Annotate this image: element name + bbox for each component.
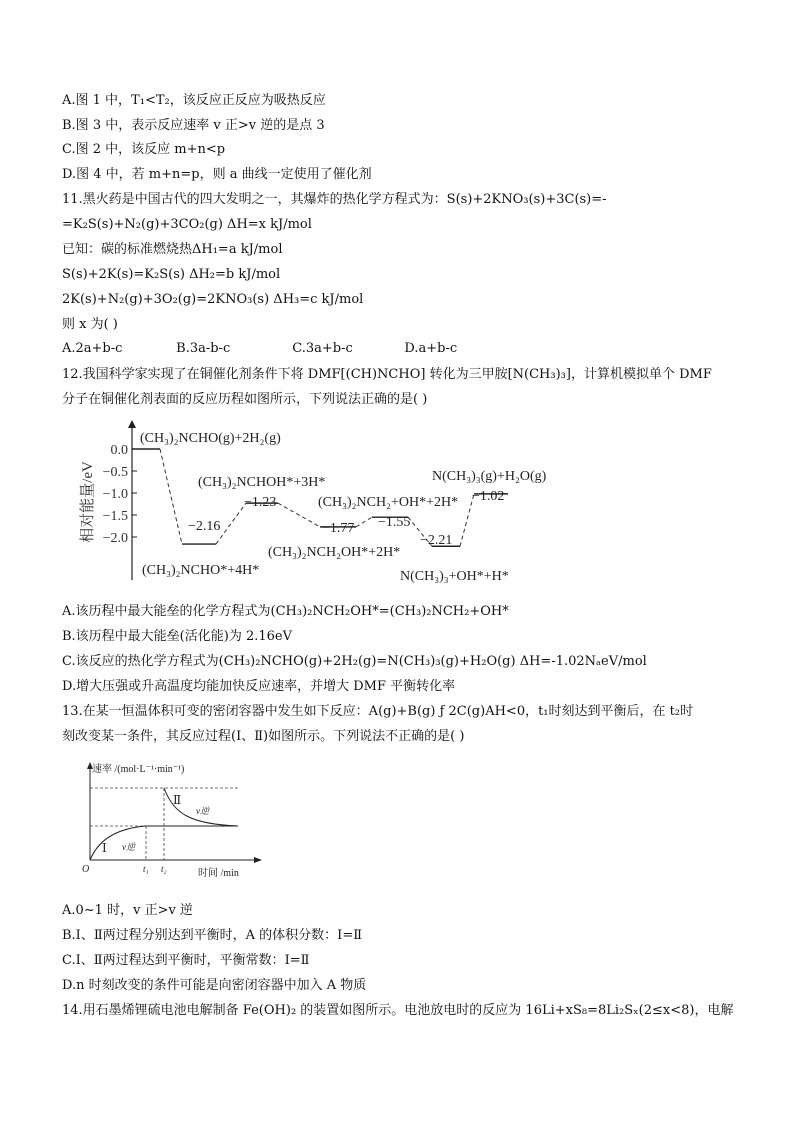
energy-species-label: (CH₃)₂NCHOH*+3H*	[198, 475, 326, 490]
q11-option-b: B.3a-b-c	[176, 341, 231, 356]
energy-connector	[160, 449, 182, 544]
energy-y-axis-label: 相对能量/eV	[80, 461, 96, 543]
rate-x-axis-arrow	[254, 857, 262, 863]
rate-origin-label: O	[82, 864, 90, 875]
q12-option-d: D.增大压强或升高温度均能加快反应速率，并增大 DMF 平衡转化率	[62, 679, 456, 694]
energy-species-label: N(CH₃)₃+OH*+H*	[400, 569, 509, 584]
energy-species-label: (CH₃)₂NCH₂OH*+2H*	[268, 545, 401, 560]
q13-option-a: A.0~1 时，v 正>v 逆	[62, 903, 193, 918]
q13-stem-line2: 刻改变某一条件，其反应过程(Ⅰ、Ⅱ)如图所示。下列说法不正确的是( )	[62, 729, 465, 744]
energy-connector	[278, 503, 320, 527]
q10-option-b: B.图 3 中，表示反应速率 v 正>v 逆的是点 3	[62, 118, 325, 133]
q11-stem-line1: 11.黑火药是中国古代的四大发明之一，其爆炸的热化学方程式为：S(s)+2KNO₃(s)+3C(s)=-	[62, 192, 607, 207]
q13-option-d: D.n 时刻改变的条件可能是向密闭容器中加入 A 物质	[62, 978, 367, 993]
q11-question: 则 x 为( )	[62, 317, 118, 332]
energy-y-axis-arrow	[128, 420, 136, 428]
energy-y-tick-label: 0.0	[110, 443, 128, 458]
q14-stem-line1: 14.用石墨烯锂硫电池电解制备 Fe(OH)₂ 的装置如图所示。电池放电时的反应为 16Li+xS₈=8Li₂Sₓ(2≤x<8)，电解	[62, 1003, 734, 1018]
energy-y-tick-label: −1.5	[102, 509, 128, 524]
rate-y-axis-label: 速率 /(mol·L⁻¹·min⁻¹)	[92, 764, 185, 775]
energy-value-label: −2.21	[420, 533, 453, 548]
energy-species-label: N(CH₃)₃(g)+H₂O(g)	[432, 469, 547, 484]
q13-option-c: C.Ⅰ、Ⅱ两过程达到平衡时，平衡常数：Ⅰ=Ⅱ	[62, 953, 310, 968]
rate-series-label-1: v逆	[122, 842, 135, 852]
rate-x-tick-t2: t₂	[161, 864, 167, 874]
energy-value-label: −2.16	[188, 519, 221, 534]
rate-time-chart	[78, 760, 268, 882]
q12-option-b: B.该历程中最大能垒(活化能)为 2.16eV	[62, 629, 292, 644]
energy-value-label: −1.02	[472, 489, 505, 504]
rate-x-tick-t1: t₁	[143, 864, 149, 874]
q11-option-c: C.3a+b-c	[292, 341, 353, 356]
q11-known-2: S(s)+2K(s)=K₂S(s) ΔH₂=b kJ/mol	[62, 267, 281, 282]
q10-option-d: D.图 4 中，若 m+n=p，则 a 曲线一定使用了催化剂	[62, 167, 372, 182]
energy-species-label: (CH₃)₂NCHO(g)+2H₂(g)	[140, 431, 281, 446]
rate-series-label-2: v逆	[196, 806, 209, 816]
rate-x-axis-label: 时间 /min	[198, 868, 239, 879]
q11-options	[62, 340, 762, 358]
energy-value-label: −1.77	[322, 521, 355, 536]
q12-option-c: C.该反应的热化学方程式为(CH₃)₂NCHO(g)+2H₂(g)=N(CH₃)₃(g)+H₂O(g) ΔH=-1.02NₐeV/mol	[62, 654, 647, 669]
rate-region-label-2: Ⅱ	[173, 793, 182, 807]
q10-option-a: A.图 1 中，T₁<T₂，该反应正反应为吸热反应	[62, 93, 326, 108]
q11-option-a: A.2a+b-c	[62, 341, 123, 356]
q11-known-1: 已知：碳的标准燃烧热ΔH₁=a kJ/mol	[62, 242, 283, 257]
q10-option-c: C.图 2 中，该反应 m+n<p	[62, 142, 226, 157]
energy-species-label: (CH₃)₂NCH₂+OH*+2H*	[318, 495, 459, 510]
q12-option-a: A.该历程中最大能垒的化学方程式为(CH₃)₂NCH₂OH*=(CH₃)₂NCH₂+OH*	[62, 604, 509, 619]
q11-known-3: 2K(s)+N₂(g)+3O₂(g)=2KNO₃(s) ΔH₃=c kJ/mol	[62, 292, 364, 307]
q12-stem-line2: 分子在铜催化剂表面的反应历程如图所示，下列说法正确的是( )	[62, 392, 428, 407]
energy-y-tick-label: −0.5	[102, 465, 128, 480]
energy-y-tick-label: −1.0	[102, 487, 128, 502]
q11-stem-line2: =K₂S(s)+N₂(g)+3CO₂(g) ΔH=x kJ/mol	[62, 217, 312, 232]
energy-y-tick-label: −2.0	[102, 531, 128, 546]
q11-option-d: D.a+b-c	[404, 341, 458, 356]
energy-connector	[356, 517, 372, 527]
energy-connector	[216, 503, 246, 544]
energy-value-label: −1.55	[378, 515, 411, 530]
q13-option-b: B.Ⅰ、Ⅱ两过程分别达到平衡时，A 的体积分数：Ⅰ=Ⅱ	[62, 928, 363, 943]
energy-profile-chart	[70, 418, 590, 586]
rate-region-label-1: Ⅰ	[102, 841, 107, 855]
q13-stem-line1: 13.在某一恒温体积可变的密闭容器中发生如下反应：A(g)+B(g) ƒ 2C(g)AH<0，t₁时刻达到平衡后，在 t₂时	[62, 704, 694, 719]
energy-species-label: (CH₃)₂NCHO*+4H*	[142, 563, 260, 578]
energy-value-label: −1.23	[244, 495, 277, 510]
q12-stem-line1: 12.我国科学家实现了在铜催化剂条件下将 DMF[(CH)NCHO] 转化为三甲胺[N(CH₃)₃]，计算机模拟单个 DMF	[62, 367, 712, 382]
